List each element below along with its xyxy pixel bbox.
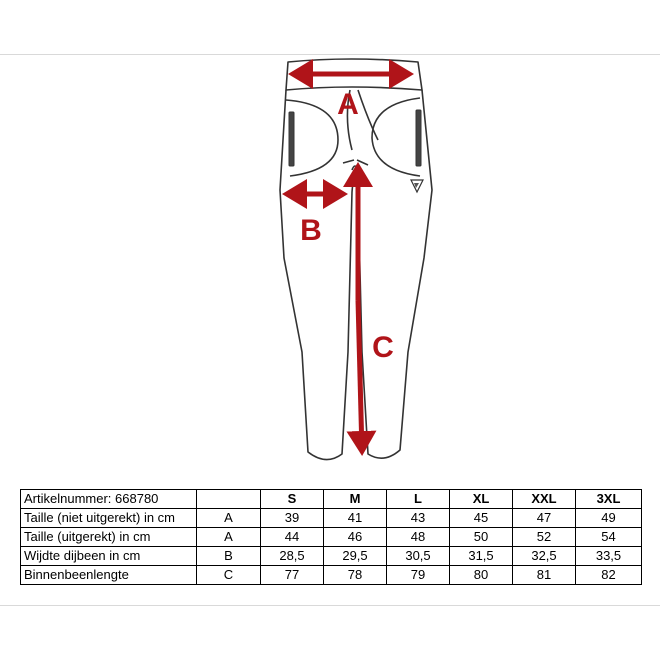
article-number-cell: Artikelnummer: 668780 (21, 490, 197, 509)
label-c: C (372, 331, 394, 364)
left-zipper (289, 112, 294, 166)
label-a: A (337, 88, 359, 121)
size-header-cell: S (261, 490, 324, 509)
value-cell: 77 (261, 566, 324, 585)
value-cell: 30,5 (387, 547, 450, 566)
value-cell: 45 (450, 509, 513, 528)
value-cell: 33,5 (576, 547, 642, 566)
table-row (21, 528, 642, 547)
size-header-cell: M (324, 490, 387, 509)
value-cell: 50 (450, 528, 513, 547)
size-header-cell: L (387, 490, 450, 509)
row-label-cell: Taille (uitgerekt) in cm (21, 528, 197, 547)
value-cell: 44 (261, 528, 324, 547)
row-code-cell: A (197, 509, 261, 528)
value-cell: 81 (513, 566, 576, 585)
value-cell: 54 (576, 528, 642, 547)
size-header-cell: XXL (513, 490, 576, 509)
value-cell: 82 (576, 566, 642, 585)
value-cell: 28,5 (261, 547, 324, 566)
value-cell: 29,5 (324, 547, 387, 566)
row-label-cell: Taille (niet uitgerekt) in cm (21, 509, 197, 528)
value-cell: 31,5 (450, 547, 513, 566)
table-header-row (21, 490, 642, 509)
bottom-border-line (0, 605, 660, 606)
value-cell: 39 (261, 509, 324, 528)
value-cell: 79 (387, 566, 450, 585)
table-row (21, 547, 642, 566)
value-cell: 78 (324, 566, 387, 585)
label-b: B (300, 214, 322, 247)
value-cell: 48 (387, 528, 450, 547)
value-cell: 49 (576, 509, 642, 528)
fly-stitch (343, 160, 368, 165)
value-cell: 32,5 (513, 547, 576, 566)
value-cell: 47 (513, 509, 576, 528)
table-row (21, 566, 642, 585)
value-cell: 80 (450, 566, 513, 585)
table-row (21, 509, 642, 528)
value-cell: 52 (513, 528, 576, 547)
row-code-cell: C (197, 566, 261, 585)
row-label-cell: Binnenbeenlengte (21, 566, 197, 585)
value-cell: 43 (387, 509, 450, 528)
value-cell: 46 (324, 528, 387, 547)
size-header-cell: XL (450, 490, 513, 509)
right-pocket (372, 98, 420, 176)
size-header-cell: 3XL (576, 490, 642, 509)
row-code-cell: B (197, 547, 261, 566)
row-label-cell: Wijdte dijbeen in cm (21, 547, 197, 566)
size-table (20, 489, 642, 585)
header-code-cell (197, 490, 261, 509)
row-code-cell: A (197, 528, 261, 547)
right-zipper (416, 110, 421, 166)
value-cell: 41 (324, 509, 387, 528)
